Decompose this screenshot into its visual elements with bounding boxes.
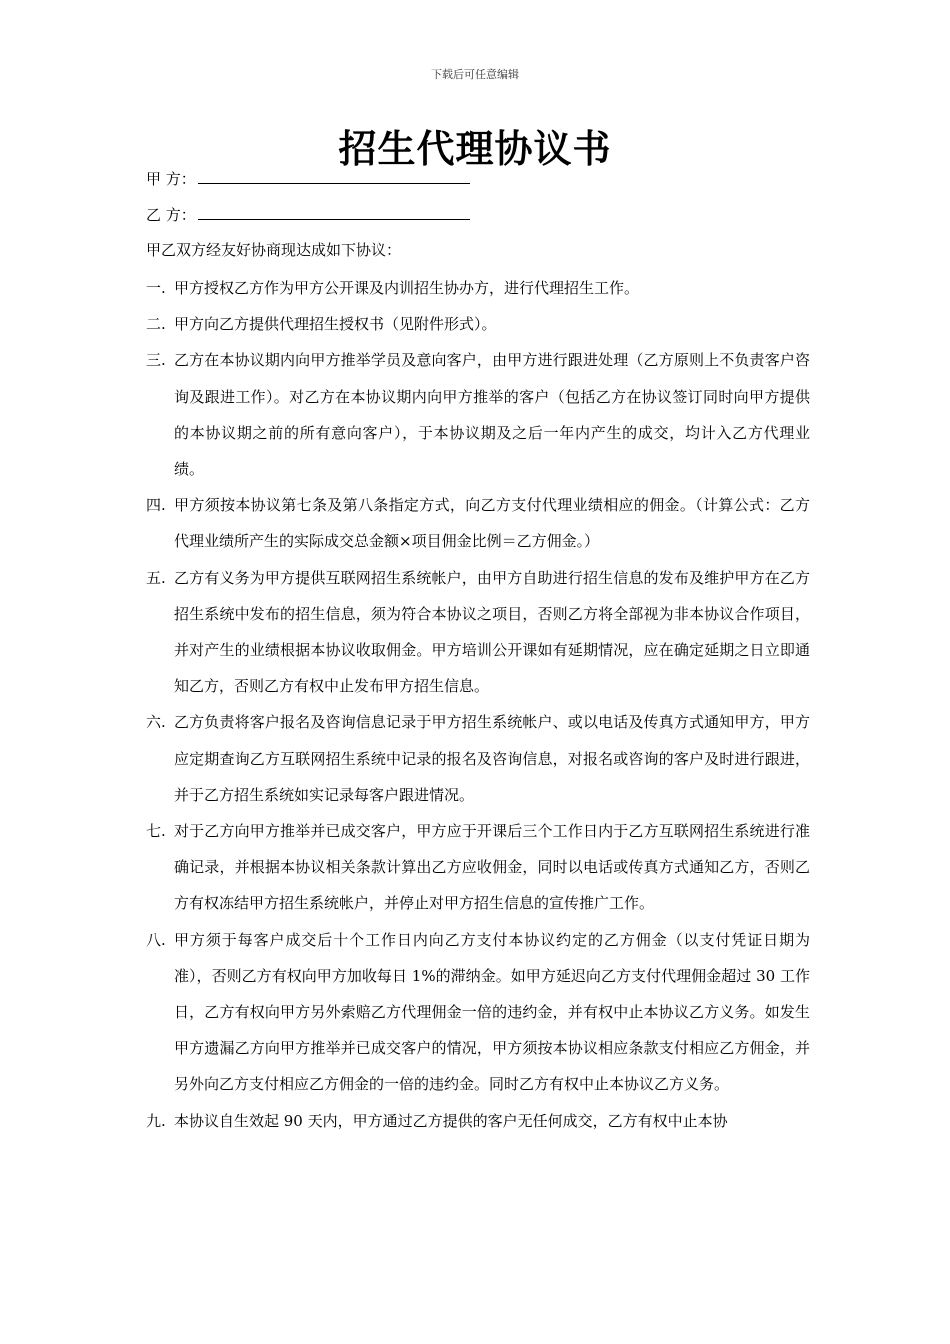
clause-number: 七. <box>146 822 166 841</box>
party-a-label: 甲 方： <box>146 170 196 188</box>
clause-number: 六. <box>146 713 166 732</box>
clause-1 <box>146 270 810 306</box>
party-a-line <box>146 167 470 191</box>
clause-text: 甲方向乙方提供代理招生授权书（见附件形式）。 <box>174 315 497 334</box>
clause-list <box>146 270 810 1139</box>
clause-number: 五. <box>146 568 166 587</box>
header-note: 下载后可任意编辑 <box>431 68 519 81</box>
party-a-blank <box>198 167 470 184</box>
clause-text: 对于乙方向甲方推举并已成交客户，甲方应于开课后三个工作日内于乙方互联网招生系统进行准确记录，并根据本协议相关条款计算出乙方应收佣金，同时以电话或传真方式通知乙方，否则乙方有权冻结甲方招生系统帐户，并停止对甲方招生信息的宣传推广工作。 <box>174 822 810 913</box>
clause-7 <box>146 813 810 922</box>
clause-text: 乙方有义务为甲方提供互联网招生系统帐户，由甲方自助进行招生信息的发布及维护甲方在乙方招生系统中发布的招生信息，须为符合本协议之项目，否则乙方将全部视为非本协议合作项目，并对产生的业绩根据本协议收取佣金。甲方培训公开课如有延期情况，应在确定延期之日立即通知乙方，否则乙方有权中止发布甲方招生信息。 <box>174 568 810 696</box>
clause-number: 九. <box>146 1111 166 1130</box>
clause-8 <box>146 922 810 1103</box>
document-title: 招生代理协议书 <box>338 127 612 171</box>
clause-text: 乙方在本协议期内向甲方推举学员及意向客户，由甲方进行跟进处理（乙方原则上不负责客户咨询及跟进工作）。对乙方在本协议期内向甲方推举的客户（包括乙方在协议签订同时向甲方提供的本协议期之前的所有意向客户），于本协议期及之后一年内产生的成交，均计入乙方代理业绩。 <box>174 351 810 479</box>
clause-9 <box>146 1103 810 1139</box>
clause-5 <box>146 560 810 705</box>
clause-text: 甲方授权乙方作为甲方公开课及内训招生协办方，进行代理招生工作。 <box>174 279 640 297</box>
clause-text: 乙方负责将客户报名及咨询信息记录于甲方招生系统帐户、或以电话及传真方式通知甲方，甲方应定期查询乙方互联网招生系统中记录的报名及咨询信息，对报名或咨询的客户及时进行跟进，并于乙方招生系统如实记录每客户跟进情况。 <box>174 713 810 804</box>
clause-number: 一. <box>146 279 166 297</box>
clause-text: 本协议自生效起 90 天内，甲方通过乙方提供的客户无任何成交，乙方有权中止本协 <box>174 1111 728 1130</box>
clause-text: 甲方须按本协议第七条及第八条指定方式，向乙方支付代理业绩相应的佣金。（计算公式：乙方代理业绩所产生的实际成交总金额×项目佣金比例＝乙方佣金。） <box>174 496 810 551</box>
clause-number: 二. <box>146 315 166 334</box>
clause-number: 三. <box>146 351 166 370</box>
clause-number: 八. <box>146 930 166 949</box>
clause-2 <box>146 306 810 342</box>
party-b-blank <box>198 203 470 220</box>
clause-6 <box>146 704 810 813</box>
clause-number: 四. <box>146 496 166 515</box>
intro-text: 甲乙双方经友好协商现达成如下协议： <box>146 241 402 259</box>
party-b-line <box>146 203 470 227</box>
clause-3 <box>146 342 810 487</box>
clause-4 <box>146 487 810 559</box>
party-b-label: 乙 方： <box>146 206 196 224</box>
clause-text: 甲方须于每客户成交后十个工作日内向乙方支付本协议约定的乙方佣金（以支付凭证日期为准），否则乙方有权向甲方加收每日 1%的滞纳金。如甲方延迟向乙方支付代理佣金超过 30 工作日，乙方有权向甲方另外索赔乙方代理佣金一倍的违约金，并有权中止本协议乙方义务。如发生甲方遗漏乙方向甲方推举并已成交客户的情况，甲方须按本协议相应条款支付相应乙方佣金，并另外向乙方支付相应乙方佣金的一倍的违约金。同时乙方有权中止本协议乙方义务。 <box>174 930 810 1094</box>
